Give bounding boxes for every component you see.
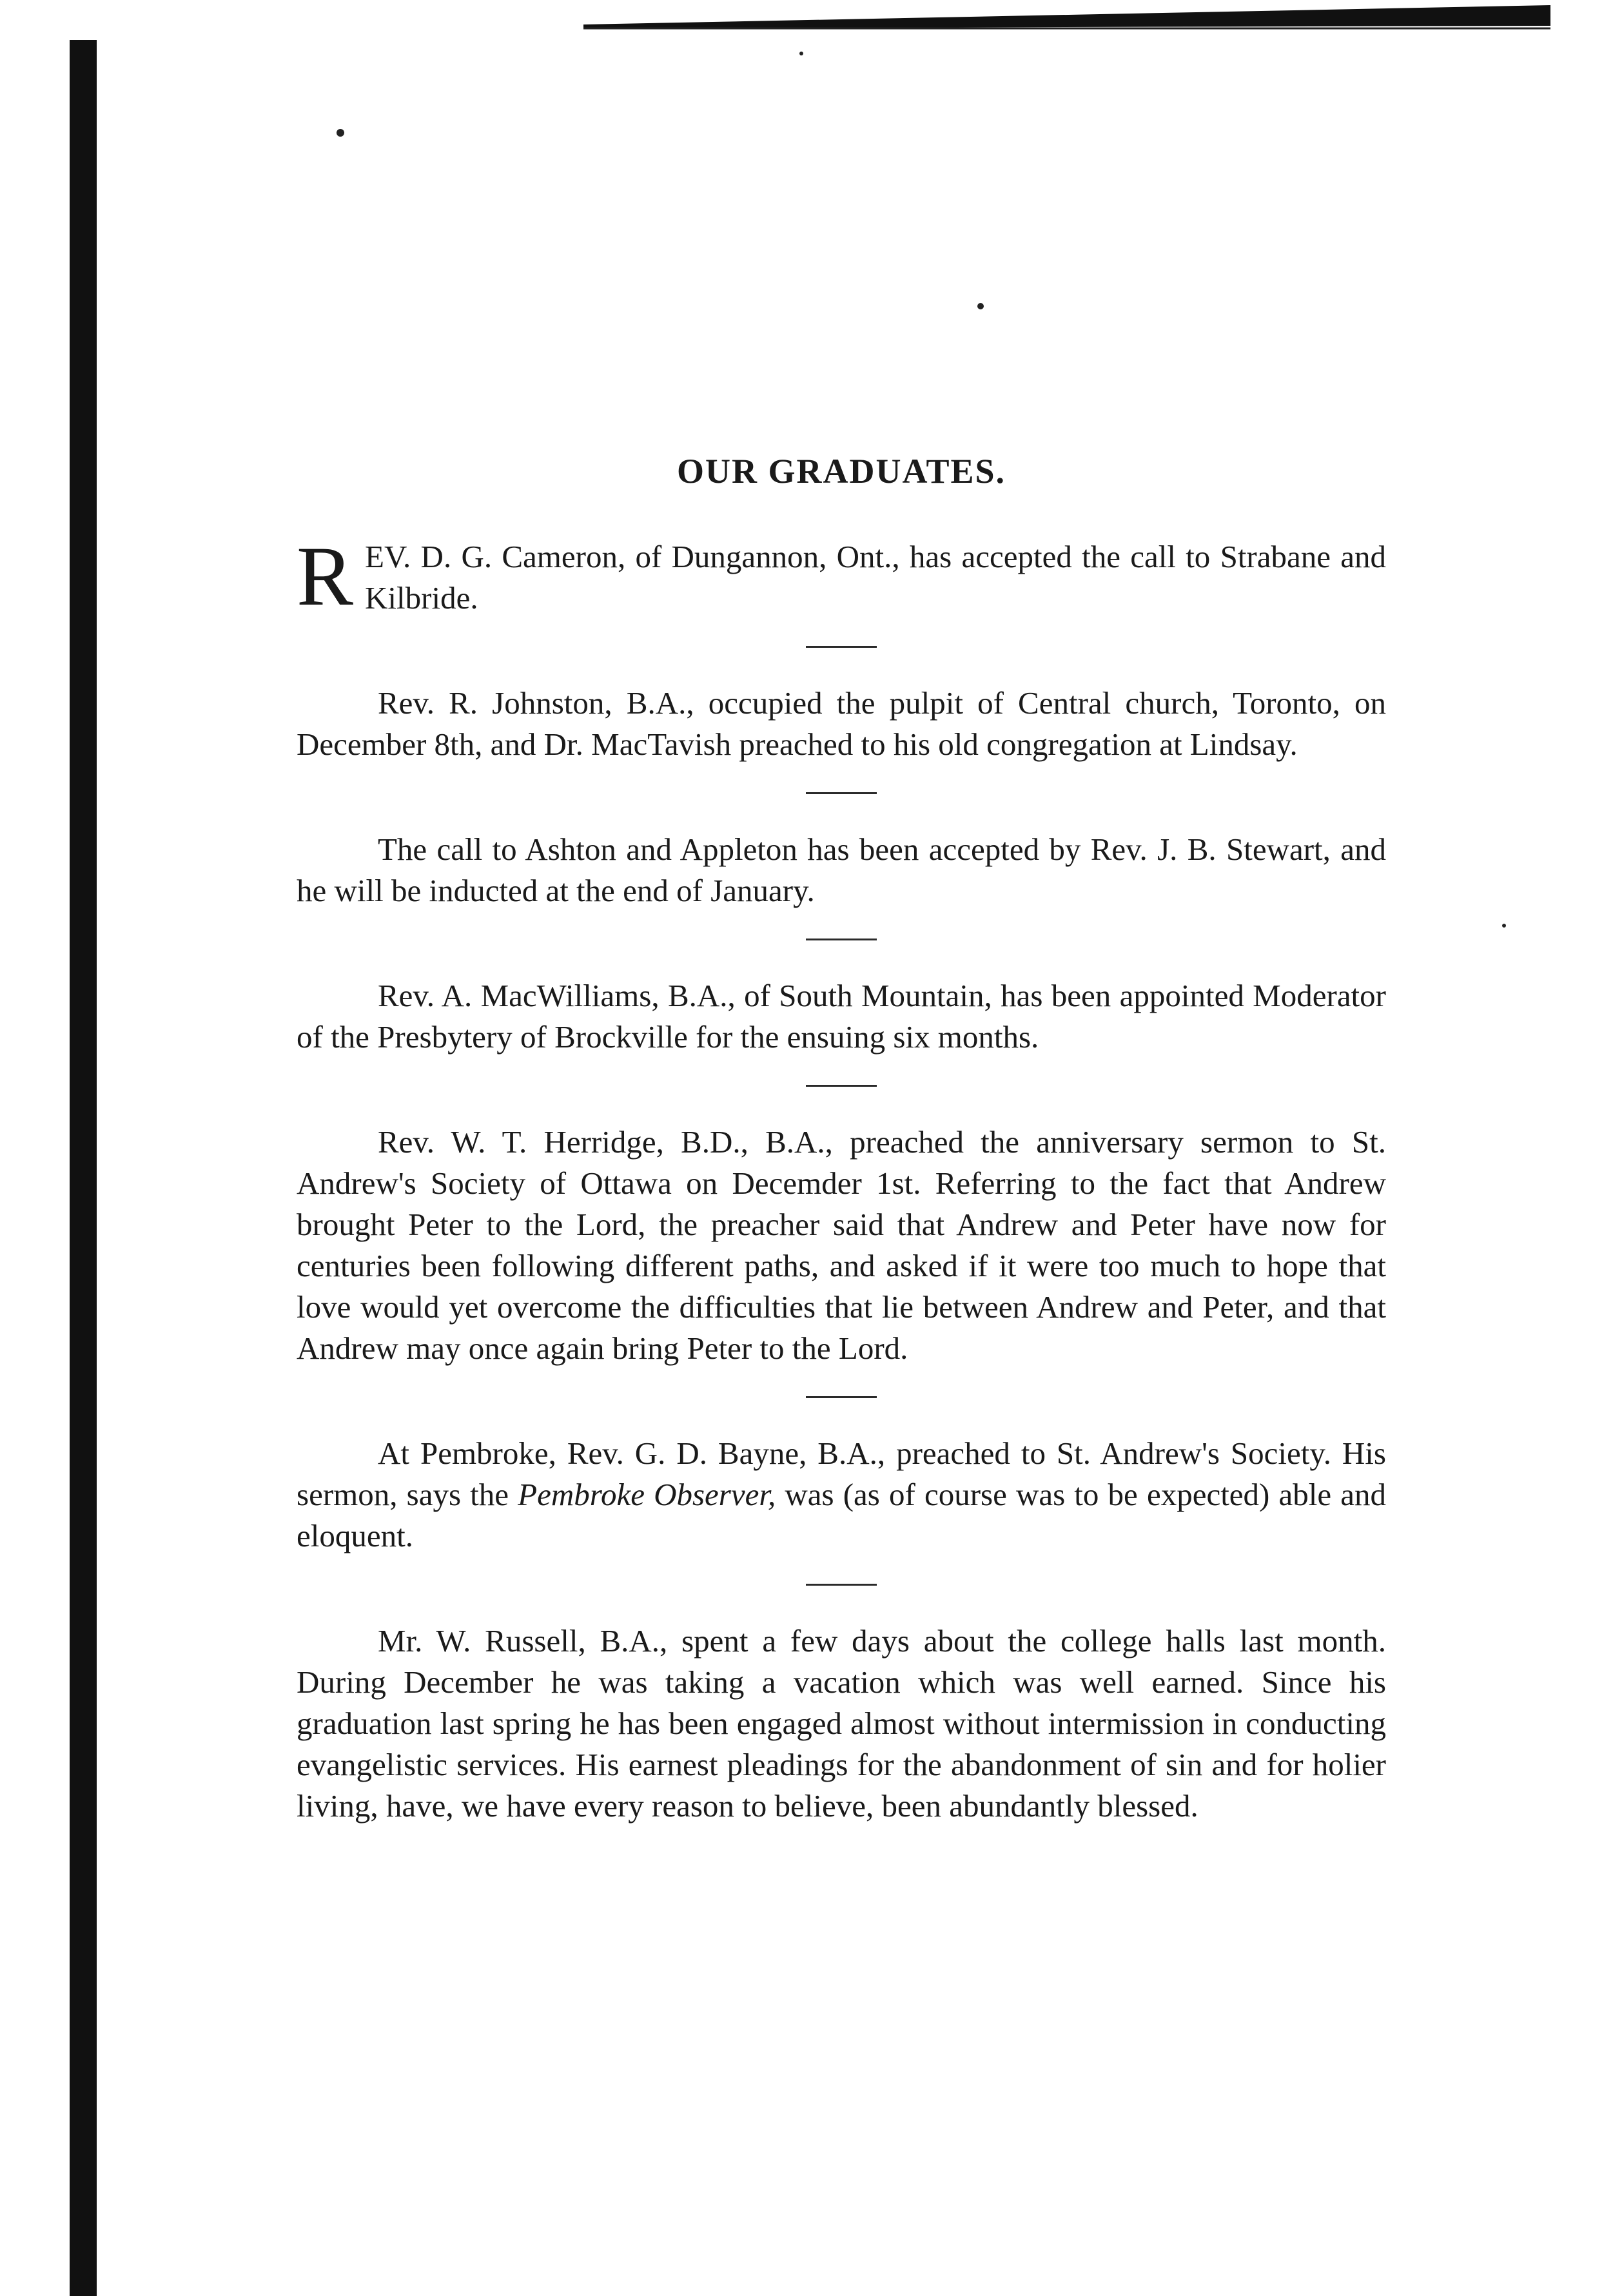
- section-divider: [806, 1396, 877, 1398]
- article-bayne: [297, 1433, 1386, 1557]
- article-stewart: The call to Ashton and Appleton has been accepted by Rev. J. B. Stewart, and he will be inducted at the end of January.: [297, 832, 1386, 908]
- section-divider: [806, 792, 877, 794]
- header-rule: [583, 0, 1550, 30]
- section-divider: [806, 939, 877, 940]
- scan-speck: [799, 52, 803, 55]
- article-text: At Pembroke, Rev. G. D. Bayne, B.A., preached to St. Andrew's Society. His sermon, says the: [297, 1435, 1386, 1512]
- page-title: OUR GRADUATES.: [676, 452, 1006, 491]
- scan-binding-edge: [70, 40, 97, 2296]
- scan-speck: [977, 303, 984, 309]
- article-macwilliams: Rev. A. MacWilliams, B.A., of South Mountain, has been appointed Moderator of the Presbytery of Brockville for the ensuing six months.: [297, 978, 1386, 1055]
- article-text: was (as of course was to be expected) able and eloquent.: [297, 1477, 1386, 1553]
- article-cameron: [297, 529, 1386, 623]
- article-herridge: Rev. W. T. Herridge, B.D., B.A., preached the anniversary sermon to St. Andrew's Society of Ottawa on Decemder 1st. Referring to the fact that Andrew brought Peter to the Lord, the preacher said that Andrew and Peter have now for centuries been following different paths, and asked if it were too much to hope that love would yet overcome the difficulties that lie between Andrew and Peter, and that Andrew may once again bring Peter to the Lord.: [297, 1124, 1386, 1366]
- article-text: EV. D. G. Cameron, of Dungannon, Ont., has accepted the call to Strabane and Kilbride.: [365, 539, 1386, 616]
- scan-speck: [1502, 924, 1506, 928]
- section-divider: [806, 1085, 877, 1087]
- section-divider: [806, 646, 877, 648]
- article-russell: Mr. W. Russell, B.A., spent a few days about the college halls last month. During December he was taking a vacation which was well earned. Since his graduation last spring he has been engaged almost without intermission in conducting evangelistic services. His earnest pleadings for the abandonment of sin and for holier living, have, we have every reason to believe, been abundantly blessed.: [297, 1623, 1386, 1824]
- article-johnston: Rev. R. Johnston, B.A., occupied the pulpit of Central church, Toronto, on December 8th, and Dr. MacTavish preached to his old congregation at Lindsay.: [297, 685, 1386, 762]
- section-divider: [806, 1584, 877, 1586]
- drop-cap: R: [297, 529, 354, 623]
- journal-title: Pembroke Observer,: [518, 1477, 776, 1512]
- scan-speck: [337, 129, 344, 137]
- page-content: [297, 451, 1386, 1827]
